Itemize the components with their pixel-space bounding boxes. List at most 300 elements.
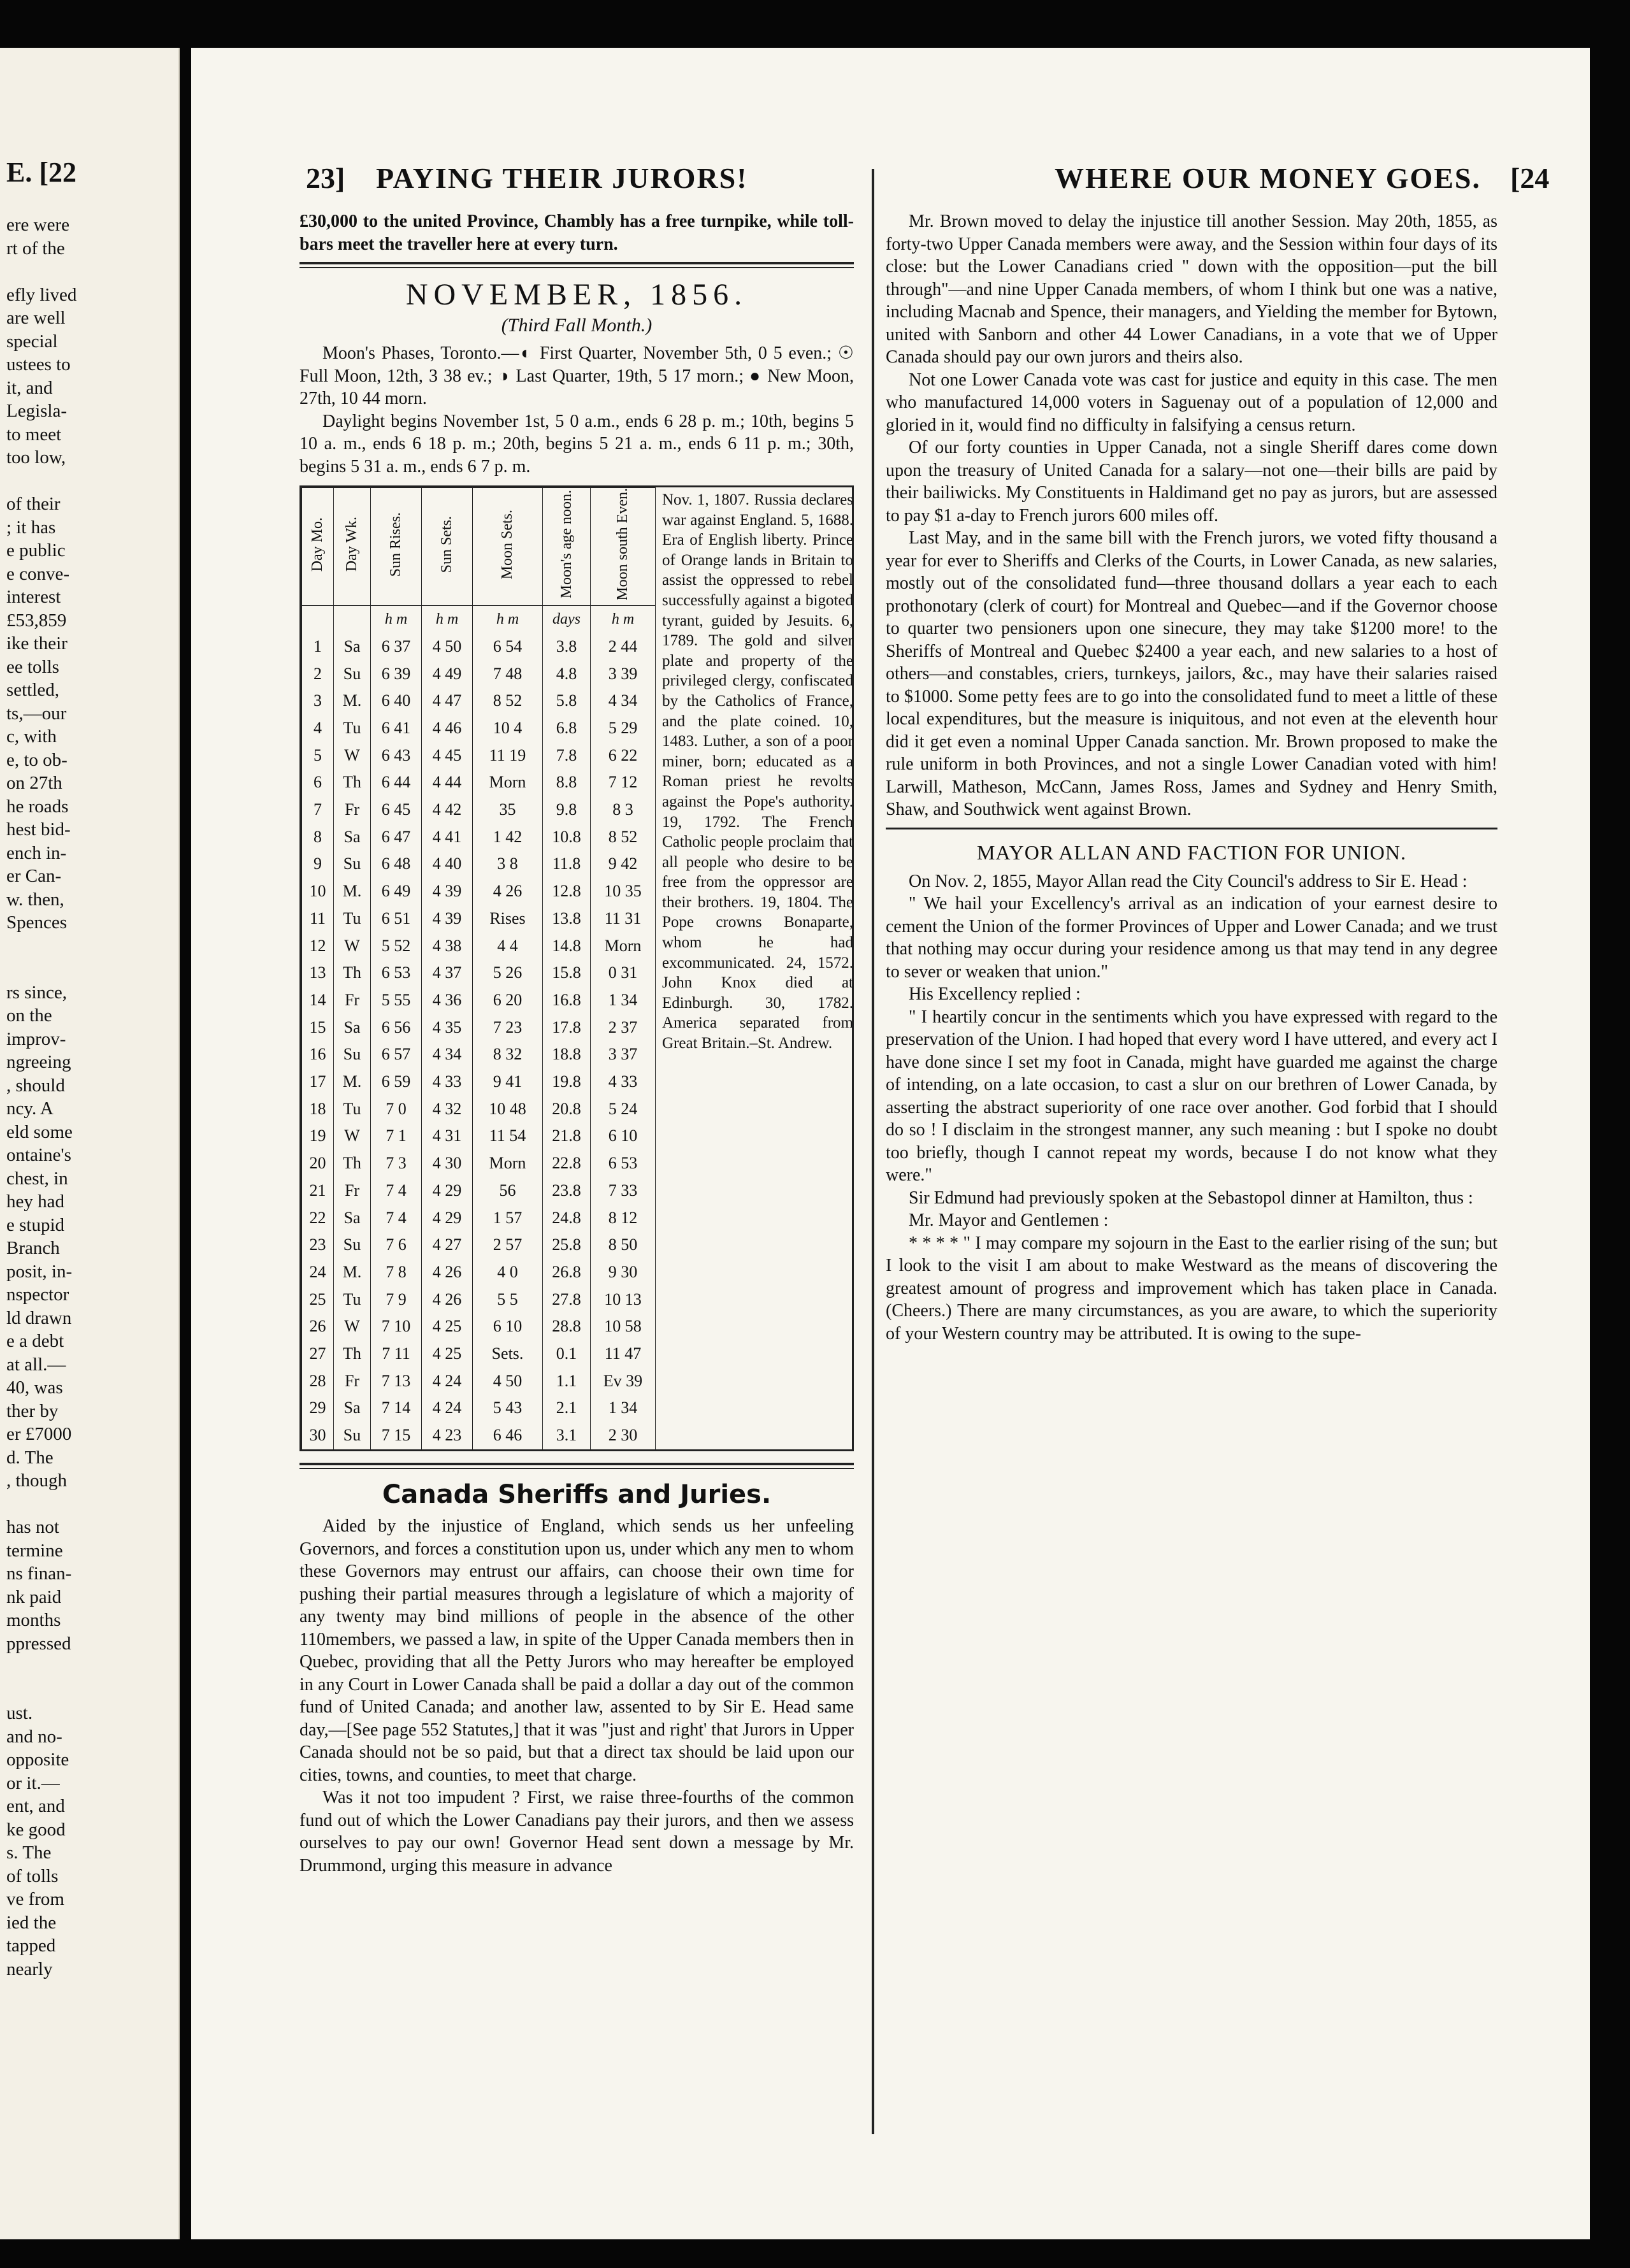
almanac-row	[302, 1259, 656, 1286]
article-paragraph: Last May, and in the same bill with the French jurors, we voted fifty thousand a year for ever to Sheriffs and Clerks of the Courts, in Lower Canada, as new salaries, mostly out of the consolidated fund—three thousand dollars a year each to each prothonotary (clerk of court) for Montreal and Quebec—and if the Governor choose to quarter two pensioners upon one sinecure, they may take $1200 more! to the Sheriffs of Montreal and Quebec $2400 a year each, and new salaries to a host of others—and constables, criers, turnkeys, jailors, &c., may have their salaries raised to $1000. Some petty fees are to go into the consolidated fund to meet a little of these local expenditures, but the measure is iniquitous, and not even at the eleventh hour did it get even a nominal Upper Canada sanction. Mr. Brown proposed to make the rule uniform in both Provinces, and not a single Lower Canadian voted with him! Larwill, Matheson, McCann, James Ross, James and Sydney and Henry Smith, Shaw, and Southwick went against Brown.	[886, 528, 1497, 819]
almanac-cell: 6 54	[473, 633, 543, 660]
almanac-cell: Th	[334, 769, 371, 796]
almanac-cell: 6 47	[371, 823, 422, 850]
almanac-cell: Tu	[334, 715, 371, 742]
almanac-cell: 18.8	[543, 1041, 591, 1068]
right-running-title: WHERE OUR MONEY GOES.	[1055, 162, 1482, 194]
almanac-cell: 7 3	[371, 1150, 422, 1177]
almanac-cell: 0 31	[591, 959, 656, 987]
previous-page-line: ere were	[6, 215, 69, 235]
previous-page-line: c, with	[6, 726, 57, 747]
previous-page-line: nk paid	[6, 1586, 62, 1607]
almanac-cell: 7 33	[591, 1177, 656, 1205]
almanac-cell: 6 40	[371, 687, 422, 715]
almanac-cell: 8 32	[473, 1041, 543, 1068]
previous-page-line: ns finan-	[6, 1563, 72, 1584]
almanac-header-label: Moon Sets.	[499, 509, 516, 580]
almanac-row	[302, 1123, 656, 1150]
almanac-cell: 6 53	[371, 959, 422, 987]
almanac-cell: 4 27	[422, 1231, 473, 1259]
almanac-cell: 8.8	[543, 769, 591, 796]
almanac-cell: 4 34	[422, 1041, 473, 1068]
almanac-row	[302, 905, 656, 932]
almanac-row	[302, 1095, 656, 1123]
previous-page-line: er Can-	[6, 866, 62, 886]
almanac-row	[302, 1231, 656, 1259]
previous-page-line: nearly	[6, 1958, 53, 1979]
almanac-cell: 26	[302, 1313, 334, 1340]
left-running-title: PAYING THEIR JURORS!	[376, 162, 748, 194]
almanac-cell: 6 46	[473, 1422, 543, 1449]
almanac-cell: 29	[302, 1395, 334, 1422]
previous-page-line	[6, 260, 178, 284]
almanac-cell: 4 33	[422, 1068, 473, 1096]
almanac-cell: 8	[302, 823, 334, 850]
previous-page-line: hest bid-	[6, 819, 71, 840]
almanac-cell: 8 12	[591, 1204, 656, 1231]
previous-page-line	[6, 1655, 178, 1679]
almanac-cell: Sets.	[473, 1340, 543, 1368]
almanac-column-header	[371, 488, 422, 606]
almanac-row	[302, 1068, 656, 1096]
almanac-cell: 5 52	[371, 932, 422, 959]
almanac-cell: 15	[302, 1014, 334, 1041]
page-number-right: [24	[1510, 162, 1550, 194]
previous-page-line: he roads	[6, 796, 69, 817]
almanac-cell: 11 54	[473, 1123, 543, 1150]
almanac-cell: 4 31	[422, 1123, 473, 1150]
previous-page-line: special	[6, 331, 58, 352]
previous-page-line: e a debt	[6, 1331, 64, 1351]
article-paragraph: Was it not too impudent ? First, we raise three-fourths of the common fund out of which the Lower Canadians pay their jurors, and then we assess ourselves to pay our own! Governor Head sent down a message by Mr. Drummond, urging this measure in advance	[299, 1788, 854, 1876]
almanac-header-label: Day Mo.	[309, 517, 326, 571]
almanac-cell: 11 19	[473, 742, 543, 769]
almanac-row	[302, 1367, 656, 1395]
almanac-cell: 25	[302, 1286, 334, 1313]
almanac-row	[302, 660, 656, 687]
previous-page-line: ke good	[6, 1819, 66, 1840]
previous-page-line: ppressed	[6, 1633, 71, 1654]
almanac-unit-cell: days	[543, 605, 591, 633]
previous-page-line: e, to ob-	[6, 749, 68, 770]
almanac-cell: 5 24	[591, 1095, 656, 1123]
almanac-cell: 10 58	[591, 1313, 656, 1340]
almanac-cell: Fr	[334, 987, 371, 1014]
almanac-row	[302, 1150, 656, 1177]
almanac-cell: 22.8	[543, 1150, 591, 1177]
article-paragraph: On Nov. 2, 1855, Mayor Allan read the City Council's address to Sir E. Head :	[909, 871, 1468, 891]
almanac-cell: 7 0	[371, 1095, 422, 1123]
almanac-cell: 6 57	[371, 1041, 422, 1068]
almanac-cell: 7 8	[371, 1259, 422, 1286]
almanac-header-label: Day Wk.	[343, 517, 360, 572]
almanac-cell: 14.8	[543, 932, 591, 959]
almanac-cell: 7 23	[473, 1014, 543, 1041]
almanac-cell: 3	[302, 687, 334, 715]
almanac-cell: 3 37	[591, 1041, 656, 1068]
almanac-unit-cell: h m	[371, 605, 422, 633]
mayor-allan-article	[886, 870, 1497, 1346]
almanac-cell: 16.8	[543, 987, 591, 1014]
almanac-cell: W	[334, 1313, 371, 1340]
almanac-cell: 6 44	[371, 769, 422, 796]
previous-page-line: s. The	[6, 1842, 52, 1863]
almanac-cell: 5 5	[473, 1286, 543, 1313]
almanac-cell: 11 31	[591, 905, 656, 932]
double-rule	[299, 1463, 854, 1469]
almanac-cell: Morn	[473, 769, 543, 796]
article-paragraph: Of our forty counties in Upper Canada, not a single Sheriff dares come down upon the treasury of United Canada for a salary—not one—their bills are paid by their bailiwicks. My Constituents in Haldimand get no pay as jurors, but are assessed to pay $1 a-day to French jurors 600 miles off.	[886, 438, 1497, 526]
previous-page-line: ench in-	[6, 842, 67, 863]
almanac-cell: 7 12	[591, 769, 656, 796]
previous-page-line	[6, 470, 178, 493]
almanac-cell: 19.8	[543, 1068, 591, 1096]
almanac-cell: 2 57	[473, 1231, 543, 1259]
almanac-cell: M.	[334, 687, 371, 715]
previous-page-line: termine	[6, 1540, 63, 1561]
almanac-cell: 8 3	[591, 796, 656, 824]
almanac-cell: 56	[473, 1177, 543, 1205]
previous-page-line: Spences	[6, 912, 68, 933]
almanac-cell: 9 42	[591, 850, 656, 878]
left-column	[299, 210, 854, 1877]
previous-page-line: and no-	[6, 1726, 62, 1747]
almanac-cell: 4 50	[473, 1367, 543, 1395]
almanac-column-header	[473, 488, 543, 606]
previous-page-line	[6, 935, 178, 958]
almanac-cell: Sa	[334, 823, 371, 850]
almanac-row	[302, 742, 656, 769]
almanac-row	[302, 1340, 656, 1368]
article-paragraph: Mr. Brown moved to delay the injustice till another Session. May 20th, 1855, as forty-two Upper Canada members were away, and the Session within four days of its close: but the Lower Canadians cried " down with the opposition—put the bill through"—and nine Upper Canada members, of whom I think but one was a native, including Macnab and Spence, their managers, and Yielding the member for Bytown, united with Sanborn and other 44 Lower Canadians, in a vote that we of Upper Canada should pay our own jurors and theirs also.	[886, 212, 1497, 367]
sheriffs-article	[299, 1515, 854, 1877]
almanac-row	[302, 715, 656, 742]
almanac-cell: Th	[334, 959, 371, 987]
almanac-cell: 6 51	[371, 905, 422, 932]
almanac-cell: 13.8	[543, 905, 591, 932]
moon-phases: Moon's Phases, Toronto.—◐ First Quarter, November 5th, 0 5 even.; ☉ Full Moon, 12th, 3 38 ev.; ◑ Last Quarter, 19th, 5 17 morn.; ● New Moon, 27th, 10 44 morn.	[299, 343, 854, 408]
almanac-cell: 4 42	[422, 796, 473, 824]
almanac-historical-notes: Nov. 1, 1807. Russia declares war against England. 5, 1688. Era of English liberty. Prince of Orange lands in Britain to assist the oppressed to rebel successfully against a bigoted tyrant, guided by Jesuits. 6, 1789. The gold and silver plate and property of the privileged clergy, confiscated by the Catholics of France, and the plate coined. 10, 1483. Luther, a son of a poor miner, born; educated as a Roman priest he revolts against the Pope's authority. 19, 1792. The French Catholic people proclaim that all people who desire to be free from the oppressor are their brothers. 19, 1804. The Pope crowns Bonaparte, whom he had excommunicated. 24, 1572. John Knox died at Edinburgh. 30, 1782. America separated from Great Britain.–St. Andrew.	[662, 491, 853, 1052]
almanac-cell: 4 37	[422, 959, 473, 987]
month-title: NOVEMBER, 1856.	[405, 278, 748, 312]
previous-page-line: on 27th	[6, 773, 62, 793]
almanac-cell: 1	[302, 633, 334, 660]
almanac-cell: 7 10	[371, 1313, 422, 1340]
almanac-cell: 6 10	[473, 1313, 543, 1340]
almanac-cell: Tu	[334, 905, 371, 932]
almanac-cell: 28.8	[543, 1313, 591, 1340]
almanac-cell: 24	[302, 1259, 334, 1286]
almanac-unit-cell: h m	[422, 605, 473, 633]
previous-page-edge	[0, 48, 180, 2239]
almanac-cell: M.	[334, 878, 371, 905]
almanac-cell: 9	[302, 850, 334, 878]
almanac-cell: 28	[302, 1367, 334, 1395]
almanac-cell: 1 42	[473, 823, 543, 850]
almanac-header-label: Moon's age noon.	[558, 490, 575, 599]
previous-page-line: ied the	[6, 1912, 57, 1933]
almanac-cell: Fr	[334, 1367, 371, 1395]
almanac-cell: 6 37	[371, 633, 422, 660]
previous-page-line: chest, in	[6, 1168, 68, 1189]
almanac-cell: 10.8	[543, 823, 591, 850]
almanac-cell: 7.8	[543, 742, 591, 769]
almanac-row	[302, 932, 656, 959]
almanac-cell: 30	[302, 1422, 334, 1449]
previous-page-line: tapped	[6, 1935, 56, 1956]
almanac-cell: Ev 39	[591, 1367, 656, 1395]
almanac-cell: 24.8	[543, 1204, 591, 1231]
previous-page-line: , though	[6, 1470, 68, 1491]
almanac-cell: 35	[473, 796, 543, 824]
previous-page-line: , should	[6, 1075, 65, 1096]
almanac-cell: 4 25	[422, 1340, 473, 1368]
almanac-cell: 4 25	[422, 1313, 473, 1340]
previous-page-line: e stupid	[6, 1214, 65, 1235]
almanac-cell: Th	[334, 1340, 371, 1368]
almanac-cell: Sa	[334, 1014, 371, 1041]
almanac-cell: 6.8	[543, 715, 591, 742]
almanac-cell: 2 37	[591, 1014, 656, 1041]
almanac-row	[302, 1177, 656, 1205]
almanac-header-label: Sun Sets.	[438, 515, 455, 573]
previous-page-line: ts,—our	[6, 703, 67, 724]
almanac-cell: 4	[302, 715, 334, 742]
almanac-cell: 10 4	[473, 715, 543, 742]
previous-page-line: ; it has	[6, 517, 56, 538]
almanac-cell: Fr	[334, 796, 371, 824]
almanac-column-header	[422, 488, 473, 606]
almanac-cell: 7 14	[371, 1395, 422, 1422]
almanac-cell: 23.8	[543, 1177, 591, 1205]
almanac-cell: 4 38	[422, 932, 473, 959]
almanac-cell: 20.8	[543, 1095, 591, 1123]
almanac-row	[302, 1041, 656, 1068]
almanac-table-box	[299, 485, 854, 1451]
almanac-cell: Su	[334, 1422, 371, 1449]
almanac-cell: 5 55	[371, 987, 422, 1014]
article-paragraph: His Excellency replied :	[909, 984, 1081, 1004]
almanac-cell: 1 34	[591, 987, 656, 1014]
almanac-row	[302, 878, 656, 905]
previous-page-line: ustees to	[6, 354, 71, 375]
almanac-cell: 0.1	[543, 1340, 591, 1368]
almanac-cell: 20	[302, 1150, 334, 1177]
almanac-units-row	[302, 605, 656, 633]
almanac-cell: 6 39	[371, 660, 422, 687]
almanac-cell: 15.8	[543, 959, 591, 987]
almanac-cell: 7 11	[371, 1340, 422, 1368]
almanac-cell: 2 44	[591, 633, 656, 660]
previous-page-line: rs since,	[6, 982, 68, 1003]
almanac-cell: 7 15	[371, 1422, 422, 1449]
almanac-unit-cell: h m	[473, 605, 543, 633]
almanac-cell: W	[334, 1123, 371, 1150]
almanac-row	[302, 1014, 656, 1041]
previous-page-line: opposite	[6, 1749, 69, 1770]
almanac-cell: 4 30	[422, 1150, 473, 1177]
almanac-cell: 7 4	[371, 1177, 422, 1205]
previous-page-line: ent, and	[6, 1796, 65, 1816]
article-paragraph: " I heartily concur in the sentiments which you have expressed with regard to the preservation of the Union. I had hoped that every word I have uttered, and every act I have done since I set my foot in Canada, might have guarded me against the charge of intending, on a late occasion, to cast a slur on our brethren of Lower Canada, by asserting the abstract superiority of one race over another. God forbid that I should do so ! I disclaim in the strongest manner, any such meaning : but I spoke no doubt too briefly, though I cannot repeat my words, because I do not know what they were."	[886, 1007, 1497, 1185]
almanac-cell: 4 23	[422, 1422, 473, 1449]
almanac-column-header	[591, 488, 656, 606]
right-column	[886, 210, 1497, 1345]
running-head	[306, 161, 1580, 202]
intro-paragraph: £30,000 to the united Province, Chambly has a free turnpike, while toll-bars meet the traveller here at every turn.	[299, 212, 854, 254]
page	[191, 48, 1590, 2239]
almanac-cell: 16	[302, 1041, 334, 1068]
almanac-unit-cell	[302, 605, 334, 633]
almanac-cell: 27.8	[543, 1286, 591, 1313]
previous-page-line: Legisla-	[6, 401, 68, 421]
section-rule	[886, 828, 1497, 829]
previous-page-line: ust.	[6, 1703, 33, 1723]
previous-page-line: eld some	[6, 1121, 73, 1142]
almanac-cell: 4 49	[422, 660, 473, 687]
previous-page-line: posit, in-	[6, 1261, 73, 1282]
article-paragraph: Not one Lower Canada vote was cast for justice and equity in this case. The men who manufactured 14,000 voters in Saguenay out of a population of 12,000 and gloried in it, would find no difficulty in falsifying a census return.	[886, 370, 1497, 435]
almanac-cell: 4 26	[422, 1259, 473, 1286]
almanac-cell: 21.8	[543, 1123, 591, 1150]
page-number-left: 23]	[306, 162, 345, 194]
previous-page-line	[6, 958, 178, 981]
previous-page-line: interest	[6, 587, 61, 607]
almanac-row	[302, 1422, 656, 1449]
previous-page-line: efly lived	[6, 284, 77, 305]
almanac-cell: 4 26	[422, 1286, 473, 1313]
almanac-cell: 6	[302, 769, 334, 796]
almanac-cell: 4 47	[422, 687, 473, 715]
almanac-cell: W	[334, 932, 371, 959]
daylight-times: Daylight begins November 1st, 5 0 a.m., ends 6 28 p. m.; 10th, begins 5 10 a. m., ends 6 18 p. m.; 20th, begins 5 21 a. m., ends 6 11 p. m.; 30th, begins 5 31 a. m., ends 6 7 p. m.	[299, 411, 854, 477]
article-paragraph: Mr. Mayor and Gentlemen :	[909, 1210, 1109, 1230]
almanac-row	[302, 959, 656, 987]
almanac-row	[302, 823, 656, 850]
almanac-column-header	[302, 488, 334, 606]
almanac-header-label: Sun Rises.	[387, 512, 404, 577]
almanac-row	[302, 687, 656, 715]
almanac-cell: 25.8	[543, 1231, 591, 1259]
almanac-row	[302, 633, 656, 660]
almanac-cell: 4.8	[543, 660, 591, 687]
almanac-cell: 4 24	[422, 1395, 473, 1422]
previous-page-line: settled,	[6, 680, 59, 700]
previous-page-line: w. then,	[6, 889, 64, 910]
almanac-cell: Th	[334, 1150, 371, 1177]
previous-page-line: at all.—	[6, 1354, 66, 1375]
almanac-cell: 4 34	[591, 687, 656, 715]
almanac-cell: M.	[334, 1259, 371, 1286]
previous-page-line: or it.—	[6, 1772, 60, 1793]
previous-page-line: ee tolls	[6, 656, 59, 677]
previous-page-line: too low,	[6, 447, 66, 468]
almanac-cell: 19	[302, 1123, 334, 1150]
almanac-unit-cell: h m	[591, 605, 656, 633]
almanac-cell: 21	[302, 1177, 334, 1205]
almanac-cell: 6 45	[371, 796, 422, 824]
almanac-cell: 10 48	[473, 1095, 543, 1123]
almanac-cell: Sa	[334, 1204, 371, 1231]
jurors-article	[886, 210, 1497, 821]
almanac-cell: 4 29	[422, 1204, 473, 1231]
almanac-cell: 5.8	[543, 687, 591, 715]
almanac-cell: 7	[302, 796, 334, 824]
almanac-cell: W	[334, 742, 371, 769]
almanac-cell: 14	[302, 987, 334, 1014]
almanac-cell: 27	[302, 1340, 334, 1368]
previous-page-line: e public	[6, 540, 66, 561]
previous-page-line: d. The	[6, 1447, 54, 1468]
almanac-cell: 7 4	[371, 1204, 422, 1231]
almanac-cell: 4 26	[473, 878, 543, 905]
almanac-cell: 10	[302, 878, 334, 905]
almanac-cell: 4 33	[591, 1068, 656, 1096]
almanac-cell: 22	[302, 1204, 334, 1231]
previous-page-line: ve from	[6, 1889, 64, 1909]
almanac-cell: 6 48	[371, 850, 422, 878]
almanac-header-label: Moon south Even.	[614, 488, 631, 601]
almanac-cell: 5	[302, 742, 334, 769]
almanac-cell: Rises	[473, 905, 543, 932]
previous-page-line	[6, 1679, 178, 1702]
almanac-cell: 10 35	[591, 878, 656, 905]
previous-page-line: rt of the	[6, 238, 65, 259]
almanac-cell: 4 32	[422, 1095, 473, 1123]
previous-page-line: ld drawn	[6, 1307, 72, 1328]
almanac-cell: 11	[302, 905, 334, 932]
almanac-cell: 10 13	[591, 1286, 656, 1313]
almanac-cell: 4 46	[422, 715, 473, 742]
previous-page-line: of tolls	[6, 1865, 59, 1886]
almanac-cell: 7 6	[371, 1231, 422, 1259]
almanac-cell: Tu	[334, 1286, 371, 1313]
almanac-cell: 6 59	[371, 1068, 422, 1096]
previous-page-line: nspector	[6, 1284, 69, 1305]
almanac-cell: 2 30	[591, 1422, 656, 1449]
almanac-cell: 5 26	[473, 959, 543, 987]
almanac-cell: 4 36	[422, 987, 473, 1014]
article-paragraph: Aided by the injustice of England, which sends us her unfeeling Governors, and forces a constitution upon us, under which any men to whom these Governors may entrust our affairs, can choose their own time for pushing their partial measures through a legislature of which a majority of any twenty may bind millions of people in the absence of the other 110members, we passed a law, in spite of the Upper Canada members then in Quebec, providing that all the Petty Jurors who may hereafter be employed in any Court in Lower Canada shall be paid a dollar a day out of the common fund of United Canada; and another law, assented to by Sir E. Head same day,—[See page 552 Statutes,] that it was "just and right' that Jurors in Upper Canada should not be so paid, but that a direct tax should be laid upon our cities, towns, and counties, to meet that charge.	[299, 1516, 854, 1785]
almanac-cell: 2.1	[543, 1395, 591, 1422]
previous-page-text	[6, 213, 178, 1981]
almanac-cell: 6 20	[473, 987, 543, 1014]
almanac-cell: 23	[302, 1231, 334, 1259]
almanac-cell: Sa	[334, 633, 371, 660]
previous-page-line: on the	[6, 1005, 52, 1026]
almanac-cell: 3 8	[473, 850, 543, 878]
previous-page-line: ike their	[6, 633, 68, 654]
almanac-row	[302, 796, 656, 824]
previous-page-line: e conve-	[6, 563, 70, 584]
article-paragraph: Sir Edmund had previously spoken at the Sebastopol dinner at Hamilton, thus :	[909, 1188, 1473, 1208]
almanac-cell: 7 9	[371, 1286, 422, 1313]
almanac-cell: 4 40	[422, 850, 473, 878]
previous-page-line: are well	[6, 308, 66, 328]
almanac-row	[302, 1286, 656, 1313]
article-paragraph: " We hail your Excellency's arrival as an indication of your earnest desire to cement the Union of the former Provinces of Upper and Lower Canada; and we trust that nothing may occur during your residence among us that may tend in any degree to sever or weaken that union."	[886, 894, 1497, 982]
almanac-cell: Morn	[473, 1150, 543, 1177]
previous-page-header: E. [22	[6, 157, 76, 188]
almanac-cell: 4 4	[473, 932, 543, 959]
previous-page-line: to meet	[6, 424, 62, 445]
almanac-cell: 5 29	[591, 715, 656, 742]
almanac-row	[302, 1204, 656, 1231]
section-title-mayor-allan: MAYOR ALLAN AND FACTION FOR UNION.	[976, 840, 1407, 864]
almanac-cell: 4 45	[422, 742, 473, 769]
section-title-sheriffs: Canada Sheriffs and Juries.	[382, 1480, 772, 1509]
